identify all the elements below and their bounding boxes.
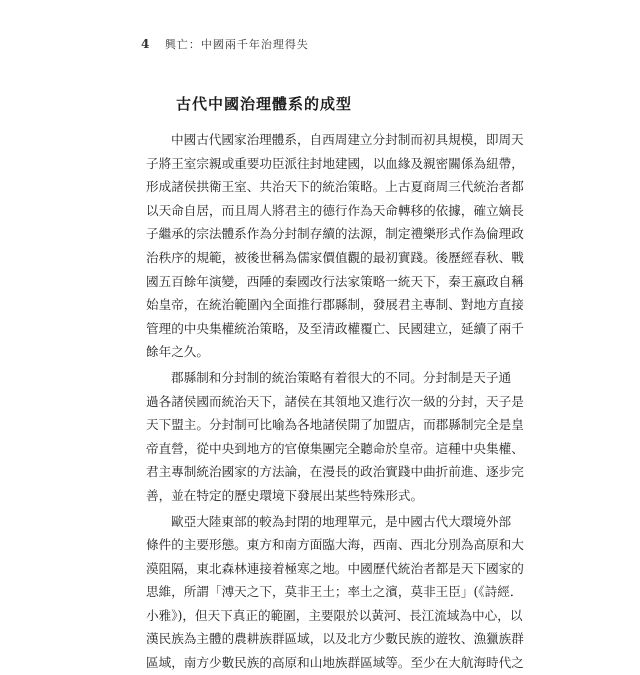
text-line: 漢民族為主體的農耕族群區域，以及北方少數民族的遊牧、漁獵族群 (146, 631, 524, 647)
text-line: 以天命自居，而且周人將君主的德行作為天命轉移的依據，確立嫡長 (146, 202, 524, 218)
text-line: 始皇帝，在統治範圍內全面推行郡縣制，發展君主專制、對地方直接 (146, 297, 524, 313)
text-line: 國五百餘年演變，西陲的秦國改行法家策略一統天下，秦王嬴政自稱 (146, 273, 524, 289)
text-line: 思維，所謂「溥天之下，莫非王土；率土之濱，莫非王臣」(《詩經． (146, 584, 523, 600)
running-head (141, 36, 309, 52)
text-line: 子將王室宗親或重要功臣派往封地建國，以血緣及親密關係為紐帶， (146, 155, 524, 171)
text-line: 過各諸侯國而統治天下，諸侯在其領地又進行次一級的分封，天子是 (146, 393, 524, 409)
text-line: 子繼承的宗法體系作為分封制存續的法源，制定禮樂形式作為倫理政 (146, 226, 524, 242)
text-line: 郡縣制和分封制的統治策略有着很大的不同。分封制是天子通 (171, 369, 512, 385)
text-line: 天下盟主。分封制可比喻為各地諸侯開了加盟店，而郡縣制完全是皇 (146, 417, 524, 433)
text-line: 餘年之久。 (146, 344, 209, 360)
text-line: 形成諸侯拱衛王室、共治天下的統治策略。上古夏商周三代統治者都 (146, 179, 524, 195)
page-number: 4 (141, 37, 151, 51)
text-line: 治秩序的規範，被後世稱為儒家價值觀的最初實踐。後歷經春秋、戰 (146, 249, 524, 265)
text-line: 條件的主要形態。東方和南方面臨大海，西南、西北分別為高原和大 (146, 537, 524, 553)
text-line: 善，並在特定的歷史環境下發展出某些特殊形式。 (146, 487, 424, 503)
text-line: 中國古代國家治理體系，自西周建立分封制而初具規模，即周天 (171, 132, 524, 147)
text-line: 管理的中央集權統治策略，及至清政權覆亡、民國建立，延續了兩千 (146, 320, 524, 336)
text-line: 區域，南方少數民族的高原和山地族群區域等。至少在大航海時代之 (146, 655, 524, 671)
section-title: 古代中國治理體系的成型 (176, 95, 353, 113)
text-line: 君主專制統治國家的方法論，在漫長的政治實踐中曲折前進、逐步完 (146, 464, 524, 480)
book-title: 興亡：中國兩千年治理得失 (164, 38, 309, 51)
body-text (146, 128, 524, 675)
text-line: 帝直營，從中央到地方的官僚集團完全聽命於皇帝。這種中央集權、 (146, 440, 524, 456)
text-line: 漠阻隔，東北森林連接着極寒之地。中國歷代統治者都是天下國家的 (146, 560, 524, 576)
text-line: 歐亞大陸東部的較為封閉的地理單元，是中國古代大環境外部 (171, 513, 512, 529)
text-line: 小雅》)，但天下真正的範圍，主要限於以黃河、長江流域為中心，以 (146, 607, 523, 623)
